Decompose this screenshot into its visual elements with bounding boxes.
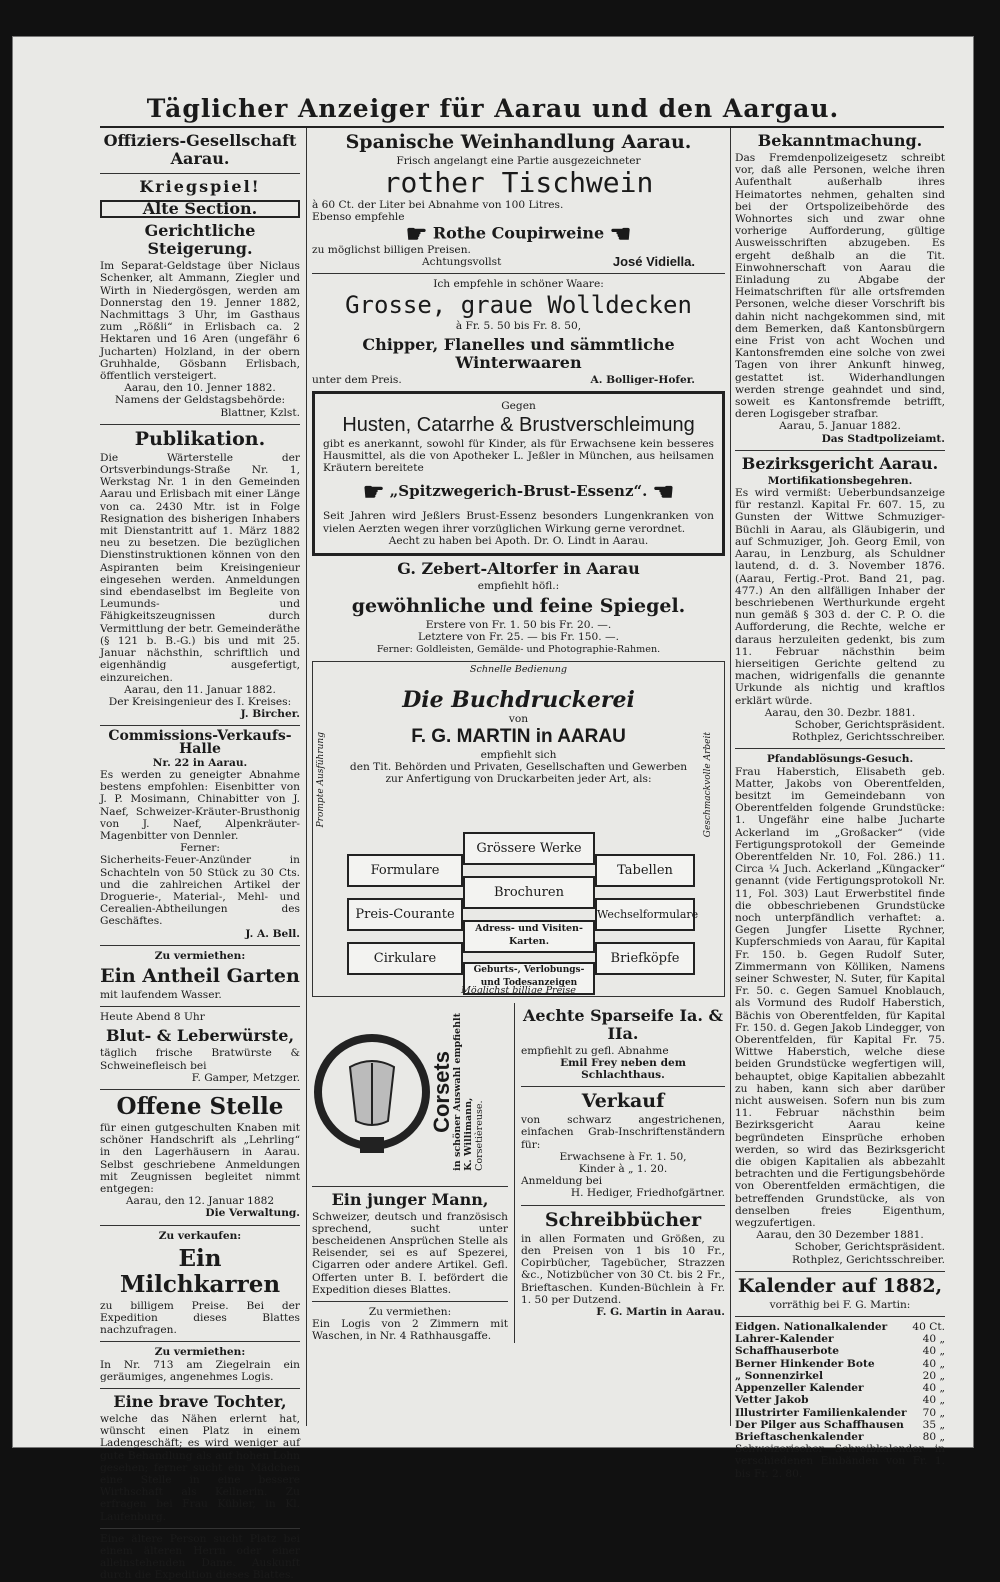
wurst-pre: Heute Abend 8 Uhr <box>100 1011 205 1024</box>
druck-text3: zur Anfertigung von Druckarbeiten jeder Art, als: <box>385 773 652 786</box>
halle-sig: J. A. Bell. <box>245 927 300 940</box>
kalender-item <box>735 1394 945 1406</box>
wein-coupier: Rothe Coupirweine <box>432 223 605 243</box>
stelle-date: Aarau, den 12. Januar 1882 <box>125 1195 275 1208</box>
publikation-sig: Der Kreisingenieur des I. Kreises: <box>108 695 292 708</box>
druck-right: Geschmackvolle Arbeit <box>703 731 713 837</box>
husten-name: „Spitzwegerich-Brust-Essenz“. <box>389 482 648 501</box>
kalender-item <box>735 1431 945 1443</box>
mort-date: Aarau, den 30. Dezbr. 1881. <box>764 706 916 719</box>
druck-item: Tabellen <box>595 854 695 887</box>
kalender-item-price: 40 „ <box>922 1333 945 1346</box>
pointing-hand-right-icon: ☛ <box>362 477 385 507</box>
stelle-title: Offene Stelle <box>116 1092 284 1120</box>
publikation-name: J. Bircher. <box>240 708 300 721</box>
kalender-item <box>735 1407 945 1419</box>
husten-pre: Gegen <box>501 399 536 412</box>
wein-price: à 60 Ct. der Liter bei Abnahme von 100 Litres. <box>312 199 564 212</box>
pfand-sig1: Schober, Gerichtspräsident. <box>794 1241 945 1254</box>
stelle-sig: Die Verwaltung. <box>205 1207 300 1220</box>
bek-title: Bekanntmachung. <box>757 131 923 150</box>
corset-ad <box>312 1003 508 1181</box>
gericht-title: Bezirksgericht Aarau. <box>741 453 939 473</box>
kalender-list <box>735 1321 945 1443</box>
verkauf-an: Anmeldung bei <box>521 1175 603 1188</box>
person-text: Eine ältere Person sucht Platz bei einem älteren Herrn oder einer alleinstehenden Dame. Auskunft durch die Expedition dieses Blattes. <box>100 1532 300 1582</box>
spiegel-ferner: Ferner: Goldleisten, Gemälde- und Photographie-Rahmen. <box>376 643 661 655</box>
mann-title: Ein junger Mann, <box>331 1189 489 1209</box>
druck-item: Geburts-, Verlobungs- und Todesanzeigen <box>463 962 595 995</box>
corset-v3: Corsetièreuse. <box>474 1100 486 1171</box>
spiegel-p2: Letztere von Fr. 25. — bis Fr. 150. —. <box>418 631 619 644</box>
halle-title: Commissions-Verkaufs-Halle <box>108 728 292 757</box>
bek-sig: Das Stadtpolizeiamt. <box>821 432 945 445</box>
schreib-title: Schreibbücher <box>544 1208 702 1231</box>
kalender-item-name: Der Pilger aus Schaffhausen <box>735 1418 904 1431</box>
druck-item: Formulare <box>347 854 463 887</box>
pfand-date: Aarau, den 30 Dezember 1881. <box>756 1229 924 1242</box>
spiegel-big: gewöhnliche und feine Spiegel. <box>351 595 686 618</box>
kal-title: Kalender auf 1882, <box>737 1274 943 1297</box>
corset-v1: in schöner Auswahl empfiehlt <box>452 1012 464 1171</box>
verkauf-title: Verkauf <box>581 1090 665 1113</box>
kalender-item <box>735 1358 945 1370</box>
mort-sig2: Rothplez, Gerichtsschreiber. <box>791 731 945 744</box>
pointing-hand-left-icon: ☚ <box>652 477 675 507</box>
milch-text: zu billigem Preise. Bei der Expedition dieses Blattes nachzufragen. <box>100 1299 300 1337</box>
logis-text: In Nr. 713 am Ziegelrain ein geräumiges, angenehmes Logis. <box>100 1358 300 1383</box>
newspaper-page <box>12 36 974 1582</box>
wein-also: Ebenso empfehle <box>312 211 405 224</box>
column-left <box>100 128 300 1582</box>
wolle-sig: A. Bolliger-Hofer. <box>590 374 695 387</box>
druck-item: Preis-Courante <box>347 898 463 931</box>
mort-text: Es wird vermißt: Ueberbundsanzeige für restanzl. Kapital Fr. 607. 15, zu Gunsten der Wittwe Schmuziger-Büchli in Aarau, als Gläubigerin, und auf Schmuziger, Joh. Georg Emil, von Aarau, in Lenzburg, als Schuldner lautend, d. d. 3. November 1876. (Aarau, Fertig.-Prot. Band 21, pag. 477.) An den allfälligen Inhaber der beschriebenen Werthurkunde ergeht nun gemäß § 303 d. der C. P. O. die Aufforderung, die Rechte, welche er daraus herzuleiten gedenkt, bis zum 11. Februar nächsthin beim hierseitigen Gerichte geltend zu machen, widrigenfalls die genannte Urkunde als nichtig und kraftlos erklärt würde. <box>735 487 945 707</box>
milch-title: Ein Milchkarren <box>119 1244 281 1298</box>
corset-word: Corsets <box>429 1050 454 1133</box>
verkauf-text: von schwarz angestrichenen, einfachen Grab-Inschriftenständern für: <box>521 1114 725 1151</box>
druck-item: Wechselformulare <box>595 898 695 931</box>
tochter-title: Eine brave Tochter, <box>113 1392 287 1412</box>
druck-von: von <box>508 712 529 725</box>
corset-icon <box>312 1017 432 1167</box>
vermieten-label: Zu vermiethen: <box>154 949 246 962</box>
corset-v2: K. Willimann, <box>463 1097 475 1171</box>
wolle-foot: unter dem Preis. <box>312 374 402 387</box>
kalender-item-price: 40 „ <box>922 1357 945 1370</box>
kalender-item-price: 70 „ <box>922 1406 945 1419</box>
spiegel-title: G. Zebert-Altorfer in Aarau <box>397 559 640 579</box>
kalender-item-price: 40 „ <box>922 1345 945 1358</box>
bek-text: Das Fremdenpolizeigesetz schreibt vor, daß alle Personen, welche ihren Aufenthalt außerhalb ihres Heimatortes nehmen, gehalten sind bei der Ortspolizeibehörde des Wohnortes sich und zwar ohne vorherige Aufforderung, gültige Ausweisschriften abzugeben. Es ergeht deßhalb an die Tit. Einwohnerschaft von Aarau die Einladung zu Abgabe der Heimatschriften für alle ortsfremden Personen, welche dieser Vorschrift bis dahin nicht nachgekommen sind, mit dem Bemerken, daß Kantonsbürgern eine Frist von acht Wochen und Kantonsfremden eine solche von zwei Tagen von ihrer Ankunft hinweg, gestattet ist. Widerhandlungen werden strenge geahndet und sind, soweit es Kantonsfremde betrifft, deren Logisgeber strafbar. <box>735 152 945 421</box>
druck-item: Cirkulare <box>347 942 463 975</box>
wolle-price: à Fr. 5. 50 bis Fr. 8. 50, <box>455 320 582 333</box>
halle-nr: Nr. 22 in Aarau. <box>152 756 248 769</box>
publikation-text: Die Wärterstelle der Ortsverbindungs-Straße Nr. 1, Werkstag Nr. 1 in den Gemeinden Aarau und Erlisbach mit einer Länge von ca. 2430 Mtr. ist in Folge Resignation des bisherigen Inhabers mit Dienstantritt auf 1. März 1882 neu zu besetzen. Die bezüglichen Dienstinstruktionen können von den Aspiranten beim Kreisingenieur eingesehen werden. Anmeldungen sind ebendaselbst im Begleite von Leumunds- und Fähigkeitszeugnissen durch Vermittlung der betr. Gemeinderäthe (§ 121 b. B.-G.) bis und mit 25. Januar nächsthin, schriftlich und eigenhändig ausgefertigt, einzureichen. <box>100 451 300 684</box>
kalender-item-name: Schaffhauserbote <box>735 1345 840 1358</box>
husten-ad <box>312 391 725 556</box>
kalender-item-name: Vetter Jakob <box>735 1394 809 1407</box>
publikation-title: Publikation. <box>134 427 266 450</box>
wein-sig: José Vidiella. <box>612 253 695 269</box>
mort-title: Mortifikationsbegehren. <box>767 474 913 487</box>
husten-text: gibt es anerkannt, sowohl für Kinder, als für Erwachsene kein besseres Hausmittel, als die von Apotheker L. Jeßler in München, aus heilsamen Kräutern bereitete <box>323 437 714 475</box>
masthead: Täglicher Anzeiger für Aarau und den Aargau. <box>146 94 840 123</box>
kal-foot: Schweizerischer Schreibkalender in verschiedenen Einbänden von Fr. 1. bis Fr. 2. 80. <box>735 1443 945 1480</box>
wurst-title: Blut- & Leberwürste, <box>105 1026 295 1046</box>
schreib-sig: F. G. Martin in Aarau. <box>596 1305 725 1318</box>
wein-sub: Frisch angelangt eine Partie ausgezeichneter <box>396 155 641 167</box>
druck-item: Briefköpfe <box>595 942 695 975</box>
steigerung-text: Im Separat-Geldstage über Niclaus Schenker, alt Ammann, Ziegler und Wirth in Niedergösgen, werden am Donnerstag den 19. Jenner 1882, Nachmittags 3 Uhr, im Gasthaus zum „Rößli“ in Erlisbach ca. 2 Hektaren und 16 Aren (ungefähr 6 Jucharten) Holzland, in der obern Gruhhalde, Gösbann Erlisbach, öffentlich versteigert. <box>100 260 300 383</box>
steigerung-sig: Namens der Geldstagsbehörde: <box>114 394 286 407</box>
steigerung-date: Aarau, den 10. Jenner 1882. <box>124 382 276 395</box>
kal-sub: vorräthig bei F. G. Martin: <box>769 1298 911 1311</box>
pfand-title: Pfandablösungs-Gesuch. <box>766 753 914 766</box>
kalender-item-price: 35 „ <box>922 1418 945 1431</box>
wurst-text: täglich frische Bratwürste & Schweinefleisch bei <box>100 1047 300 1072</box>
wolle-pre: Ich empfehle in schöner Waare: <box>433 278 604 291</box>
kalender-item <box>735 1333 945 1345</box>
mort-sig1: Schober, Gerichtspräsident. <box>794 718 945 731</box>
wein-respect: Achtungsvollst <box>422 255 502 268</box>
section-box: Alte Section. <box>100 200 300 218</box>
druck-top: Schnelle Bedienung <box>469 663 568 675</box>
pointing-hand-left-icon: ☚ <box>609 218 632 248</box>
kalender-item <box>735 1321 945 1333</box>
column-divider <box>730 128 731 1426</box>
halle-text2: Sicherheits-Feuer-Anzünder in Schachteln von 50 Stück zu 30 Cts. und die zahlreichen Artikel der Droguerie-, Material-, Mehl- und Cerealien-Abtheilungen des Geschäftes. <box>100 854 300 928</box>
verkauf-sig: H. Hediger, Friedhofgärtner. <box>570 1187 725 1200</box>
seife-text: empfiehlt zu gefl. Abnahme <box>521 1044 669 1057</box>
kalender-item-name: Lahrer-Kalender <box>735 1333 834 1346</box>
pfand-sig2: Rothplez, Gerichtsschreiber. <box>791 1253 945 1266</box>
druck-name: F. G. MARTIN in AARAU <box>411 725 626 747</box>
kalender-item-name: Appenzeller Kalender <box>735 1382 864 1395</box>
druck-item: Adress- und Visiten-Karten. <box>463 920 595 953</box>
kalender-item-price: 40 Ct. <box>912 1321 945 1334</box>
pfand-text: Frau Haberstich, Elisabeth geb. Matter, Jakobs von Oberentfelden, besitzt im Gemeindebann von Oberentfelden folgende Grundstücke: 1. Ungefähr eine halbe Jucharte Ackerland im „Großacker“ (vide Fertigungsprotokoll der Gemeinde Oberentfelden Nr. 10, Fol. 286.) 11. Circa ¼ Juch. Ackerland „Küngacker“ genannt (vide Fertigungsprotokoll Nr. 11, Fol. 303) Laut Erwerbstitel finde die obbeschriebenen Grundstücke noch unterpfändlich verhaftet: a. Gegen Jungfer Lisette Rychner, Kupferschmieds von Aarau, für Kapital Fr. 150. b. Gegen Rudolf Suter, Zimmermann von Kölliken, Namens seiner Schwester, N. Suter, für Kapital Fr. 50. c. Gegen Samuel Knoblauch, als Vormund des Rudolf Haberstich, Bächis von Oberentfelden, für Kapital Fr. 150. d. Gegen Jakob Lindegger, von Oberentfelden, für Kapital Fr. 75. Wittwe Haberstich, welche diese beiden Grundstücke wegfertigen will, behauptet, obige Kapitalien abbezahlt zu haben, kann sich aber darüber nicht ausweisen. Sofern nun bis zum 11. Februar nächsthin beim Bezirksgericht Aarau keine begründeten Einsprüche erhoben werden, so wird das Bezirksgericht die obigen Kapitalien als abbezahlt betrachten und die Fertigungsbehörde von Oberentfelden ermächtigen, die betreffenden Grundstücke, als von denselben freies Eigenthum, wegzufertigen. <box>735 765 945 1230</box>
verkaufen-label: Zu verkaufen: <box>158 1229 242 1242</box>
seife-title: Aechte Sparseife Ia. & IIa. <box>523 1005 723 1043</box>
druck-left: Prompte Ausführung <box>316 731 326 828</box>
steigerung-name: Blattner, Kzlst. <box>220 406 300 419</box>
husten-title: Husten, Catarrhe & Brustverschleimung <box>342 413 695 436</box>
kalender-item-name: Berner Hinkender Bote <box>735 1357 875 1370</box>
vermieten-label-3: Zu vermiethen: <box>368 1306 452 1319</box>
halle-text: Es werden zu geneigter Abnahme bestens empfohlen: Eisenbitter von J. P. Mosimann, Chinabitter von J. Naef, Schweizer-Kräuter-Brusthonig von J. Naef, Alpenkräuter-Magenbitter von Dennler. <box>100 768 300 842</box>
wolle-title: Grosse, graue Wolldecken <box>345 291 692 320</box>
halle-ferner: Ferner: <box>180 842 220 855</box>
wein-title: Spanische Weinhandlung Aarau. <box>345 131 692 153</box>
kalender-item <box>735 1382 945 1394</box>
schreib-text: in allen Formaten und Größen, zu den Preisen von 1 bis 10 Fr., Copirbücher, Tagebücher, Strazzen &c., Notizbücher von 30 Ct. bis 2 Fr., Brieftaschen. Kunden-Büchlein à Fr. 1. 50 per Dutzend. <box>521 1232 725 1306</box>
kalender-item <box>735 1345 945 1357</box>
wolle-line: Chipper, Flanelles und sämmtliche Winterwaaren <box>362 335 675 373</box>
druck-title: Die Buchdruckerei <box>402 686 635 713</box>
buchdruckerei-ad <box>312 661 725 997</box>
publikation-date: Aarau, den 11. Januar 1882. <box>124 683 276 696</box>
druck-item: Brochuren <box>463 876 595 909</box>
kalender-item-name: Eidgen. Nationalkalender <box>735 1321 888 1334</box>
kalender-item-price: 40 „ <box>922 1382 945 1395</box>
kalender-item <box>735 1419 945 1431</box>
kalender-item-price: 80 „ <box>922 1430 945 1443</box>
kalender-item <box>735 1370 945 1382</box>
logis2-text: Ein Logis von 2 Zimmern mit Waschen, in Nr. 4 Rathhausgaffe. <box>312 1318 508 1343</box>
tochter-text: welche das Nähen erlernt hat, wünscht einen Platz in einem Ladengeschäft; es wird weniger auf gute Behandlung als auf hohen Lohn gesehen; ferner sucht ein Mädchen eine Stelle in eine bessere Wirthschaft als Kellnerin. Zu erfragen bei Frau Kübler, in Kl. Laufenburg. <box>100 1413 300 1523</box>
bek-date: Aarau, 5. Januar 1882. <box>779 420 901 433</box>
wurst-sig: F. Gamper, Metzger. <box>191 1071 300 1084</box>
steigerung-title: Gerichtliche Steigerung. <box>144 221 256 259</box>
kalender-item-name: Brieftaschenkalender <box>735 1430 864 1443</box>
spiegel-pre: empfiehlt höfl.: <box>477 580 560 593</box>
druck-bottom: Möglichst billige Preise <box>461 984 576 996</box>
druck-item: Grössere Werke <box>463 832 595 865</box>
husten-text2: Seit Jahren wird Jeßlers Brust-Essenz besonders Lungenkranken von vielen Aerzten wegen ihrer vorzüglichen Wirkung gerne verordnet. <box>323 510 714 535</box>
column-divider <box>306 128 307 1426</box>
husten-sig: Aecht zu haben bei Apoth. Dr. O. Lindt in Aarau. <box>388 534 649 547</box>
kalender-item-name: Illustrirter Familienkalender <box>735 1406 907 1419</box>
column-right <box>735 128 945 1480</box>
wein-big: rother Tischwein <box>383 166 654 200</box>
kalender-item-price: 40 „ <box>922 1394 945 1407</box>
stelle-text: für einen gutgeschulten Knaben mit schöner Handschrift als „Lehrling“ in den Lagerhäusern in Aarau. Selbst geschriebene Anmeldungen mit Zeugnissen begleitet nimmt entgegen: <box>100 1121 300 1195</box>
mann-text: Schweizer, deutsch und französisch sprechend, sucht unter bescheidenen Ansprüchen Stelle als Reisender, sei es auf Spezerei, Cigarren oder andere Artikel. Gefl. Offerten unter B. I. befördert die Expedition dieses Blattes. <box>312 1210 508 1296</box>
verkauf-p1: Erwachsene à Fr. 1. 50, <box>559 1150 687 1163</box>
garten-title: Ein Antheil Garten <box>100 964 300 987</box>
vermieten-label-2: Zu vermiethen: <box>154 1346 246 1359</box>
column-middle <box>312 128 725 1428</box>
seife-sig: Emil Frey neben dem Schlachthaus. <box>560 1056 686 1082</box>
spiegel-p1: Erstere von Fr. 1. 50 bis Fr. 20. —. <box>425 619 612 632</box>
druck-text2: den Tit. Behörden und Privaten, Gesellschaften und Gewerben <box>349 761 688 774</box>
druck-text1: empfiehlt sich <box>480 748 557 761</box>
kalender-item-price: 20 „ <box>922 1369 945 1382</box>
wein-prices: zu möglichst billigen Preisen. <box>312 243 471 256</box>
kalender-item-name: „ Sonnenzirkel <box>735 1369 824 1382</box>
ad-offiziers: Offiziers-Gesellschaft Aarau. <box>103 131 297 168</box>
kriegspiel-title: Kriegspiel! <box>139 177 261 196</box>
verkauf-p2: Kinder à „ 1. 20. <box>578 1163 668 1176</box>
pointing-hand-right-icon: ☛ <box>405 218 428 248</box>
garten-sub: mit laufendem Wasser. <box>100 988 222 1001</box>
